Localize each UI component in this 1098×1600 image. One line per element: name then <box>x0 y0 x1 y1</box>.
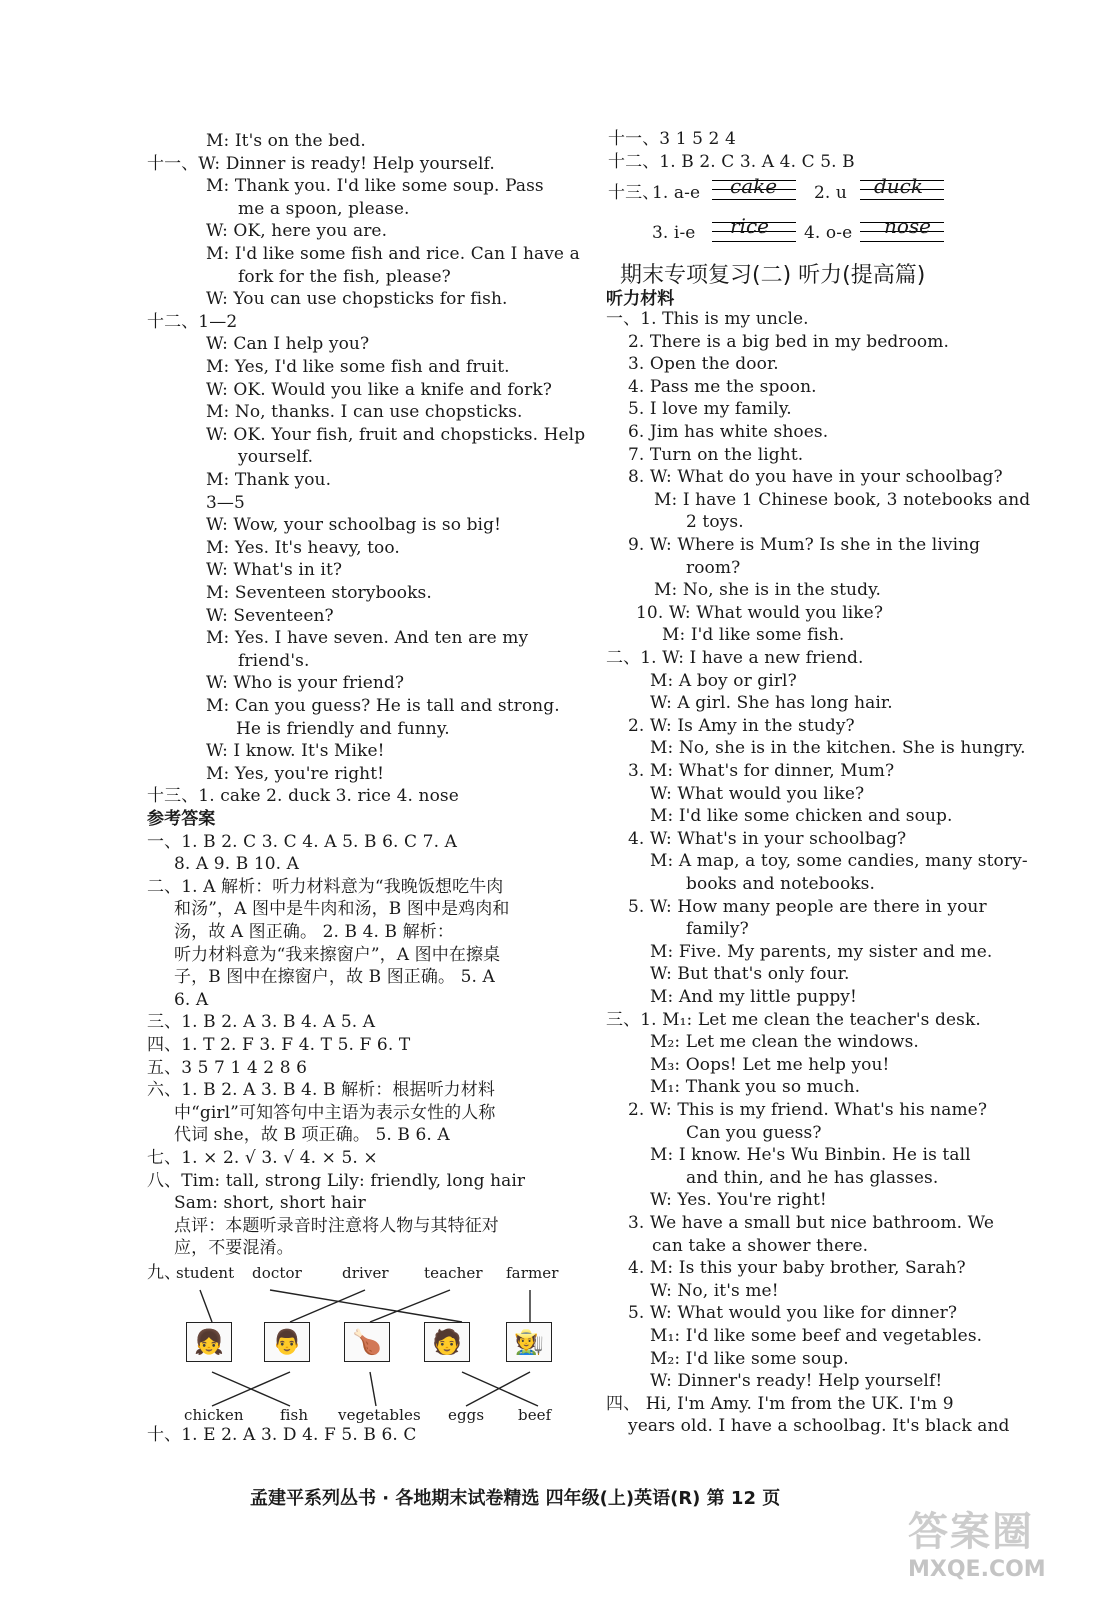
right-line: 4. W: What's in your schoolbag? <box>628 828 907 849</box>
left-line: W: Seventeen? <box>206 605 334 626</box>
right-line: M₂: Let me clean the windows. <box>650 1032 919 1053</box>
picture-farmer: 🧑‍🌾 <box>506 1322 552 1362</box>
right-line: W: No, it's me! <box>650 1280 779 1301</box>
left-line: M: Yes. I have seven. And ten are my <box>206 628 529 649</box>
left-line: 听力材料意为“我来擦窗户”，A 图中在擦桌 <box>174 944 501 965</box>
match-bottom-word: vegetables <box>338 1406 421 1424</box>
right-line: 二、1. W: I have a new friend. <box>606 648 864 668</box>
left-line: 一、1. B 2. C 3. C 4. A 5. B 6. C 7. A <box>147 831 457 852</box>
match-bottom-word: chicken <box>184 1406 244 1424</box>
left-line: yourself. <box>238 447 314 468</box>
left-line: 代词 she，故 B 项正确。 5. B 6. A <box>174 1125 450 1146</box>
left-line: W: OK, here you are. <box>206 221 388 242</box>
match-top-word: doctor <box>252 1264 302 1282</box>
left-line: me a spoon, please. <box>238 198 410 219</box>
left-line: M: Yes. It's heavy, too. <box>206 537 400 558</box>
left-line: friend's. <box>238 650 310 671</box>
left-line: 五、3 5 7 1 4 2 8 6 <box>147 1057 308 1078</box>
hw-label-1: 1. a-e <box>652 183 701 203</box>
left-line: W: OK. Would you like a knife and fork? <box>206 379 552 400</box>
hw-label-4: 4. o-e <box>804 223 853 243</box>
left-line: 四、1. T 2. F 3. F 4. T 5. F 6. T <box>147 1035 411 1055</box>
right-line: M: And my little puppy! <box>650 987 857 1007</box>
left-line: 二、1. A 解析：听力材料意为“我晚饭想吃牛肉 <box>147 876 504 897</box>
right-line: M: No, she is in the study. <box>654 580 882 601</box>
right-line: M: No, she is in the kitchen. She is hungry. <box>650 738 1026 759</box>
right-line: W: Dinner's ready! Help yourself! <box>650 1371 943 1392</box>
right-line: 9. W: Where is Mum? Is she in the living <box>628 535 981 555</box>
left-line: M: Thank you. I'd like some soup. Pass <box>206 176 544 197</box>
picture-student: 👧 <box>186 1322 232 1362</box>
hw-word-4: nose <box>884 214 932 238</box>
right-line: 三、1. M₁: Let me clean the teacher's desk. <box>606 1009 981 1030</box>
left-line: fork for the fish, please? <box>238 266 451 287</box>
material-label: 听力材料 <box>606 289 675 309</box>
right-line: M₂: I'd like some soup. <box>650 1348 849 1369</box>
left-line: M: Seventeen storybooks. <box>206 583 432 603</box>
left-line: W: What's in it? <box>206 560 343 581</box>
right-line: M: A map, a toy, some candies, many story- <box>650 851 1028 872</box>
right-line: 5. I love my family. <box>628 399 792 420</box>
right-line: M₁: I'd like some beef and vegetables. <box>650 1326 983 1346</box>
left-line: W: OK. Your fish, fruit and chopsticks. Help <box>206 424 586 445</box>
left-line: 七、1. × 2. √ 3. √ 4. × 5. × <box>147 1148 378 1168</box>
answer-eleven: 十一、3 1 5 2 4 <box>608 129 736 149</box>
right-line: W: Yes. You're right! <box>650 1190 827 1211</box>
right-line: M: Five. My parents, my sister and me. <box>650 941 993 962</box>
left-line: 十一、W: Dinner is ready! Help yourself. <box>147 153 495 174</box>
left-line: W: Can I help you? <box>206 334 370 355</box>
right-line: M₃: Oops! Let me help you! <box>650 1054 890 1075</box>
answer-ten: 十、1. E 2. A 3. D 4. F 5. B 6. C <box>147 1425 417 1445</box>
section-title: 期末专项复习(二) 听力(提高篇) <box>620 263 926 288</box>
left-line: 十三、1. cake 2. duck 3. rice 4. nose <box>147 786 459 807</box>
left-line: 点评：本题听录音时注意将人物与其特征对 <box>174 1215 499 1236</box>
right-line: and thin, and he has glasses. <box>686 1167 939 1188</box>
left-line: 八、Tim: tall, strong Lily: friendly, long hair <box>147 1170 526 1191</box>
right-line: 四、 Hi, I'm Amy. I'm from the UK. I'm 9 <box>606 1393 954 1414</box>
answer-twelve: 十二、1. B 2. C 3. A 4. C 5. B <box>608 152 855 172</box>
left-line: W: Who is your friend? <box>206 673 405 694</box>
left-line: 三、1. B 2. A 3. B 4. A 5. A <box>147 1012 376 1033</box>
right-line: W: A girl. She has long hair. <box>650 693 893 714</box>
nine-label: 九、 <box>147 1263 182 1283</box>
left-line: 十二、1—2 <box>147 311 238 332</box>
right-line: M: I have 1 Chinese book, 3 notebooks and <box>654 489 1031 510</box>
hw-word-3: rice <box>730 214 769 238</box>
hw-label-3: 3. i-e <box>652 223 696 243</box>
left-line: W: I know. It's Mike! <box>206 741 385 762</box>
picture-teacher: 🧑 <box>424 1322 470 1362</box>
right-line: can take a shower there. <box>652 1235 869 1256</box>
match-bottom-word: eggs <box>448 1406 485 1424</box>
picture-driver: 🍗 <box>344 1322 390 1362</box>
right-line: 8. W: What do you have in your schoolbag? <box>628 467 1003 488</box>
right-line: M₁: Thank you so much. <box>650 1077 861 1098</box>
left-line: 六、1. B 2. A 3. B 4. B 解析：根据听力材料 <box>147 1080 495 1101</box>
right-line: 5. W: What would you like for dinner? <box>628 1303 958 1324</box>
match-top-word: driver <box>342 1264 389 1282</box>
left-line: 参考答案 <box>147 809 216 829</box>
right-line: 3. M: What's for dinner, Mum? <box>628 761 895 781</box>
left-line: M: Can you guess? He is tall and strong. <box>206 696 560 716</box>
watermark-logo <box>908 1500 1078 1582</box>
left-line: 汤，故 A 图正确。 2. B 4. B 解析： <box>174 922 454 942</box>
left-line: M: No, thanks. I can use chopsticks. <box>206 402 523 423</box>
right-line: W: But that's only four. <box>650 964 850 985</box>
right-line: W: What would you like? <box>650 783 865 804</box>
right-line: 3. Open the door. <box>628 354 779 375</box>
right-line: 2. There is a big bed in my bedroom. <box>628 331 949 352</box>
watermark-bottom: MXQE.COM <box>908 1557 1046 1582</box>
left-line: M: It's on the bed. <box>206 131 366 151</box>
match-top-word: teacher <box>424 1264 483 1282</box>
left-line: M: Thank you. <box>206 470 332 490</box>
watermark-top: 答案圈 <box>908 1509 1034 1555</box>
left-line: 子，B 图中在擦窗户，故 B 图正确。 5. A <box>174 967 495 988</box>
right-line: room? <box>686 557 741 578</box>
match-bottom-word: beef <box>518 1406 552 1424</box>
left-line: 3—5 <box>206 492 245 513</box>
right-line: family? <box>686 919 749 940</box>
left-line: 6. A <box>174 989 209 1010</box>
hw-label-2: 2. u <box>814 183 847 203</box>
left-line: 中“girl”可知答句中主语为表示女性的人称 <box>174 1102 496 1123</box>
left-line: 应，不要混淆。 <box>174 1238 294 1259</box>
left-line: He is friendly and funny. <box>236 718 450 739</box>
right-line: M: A boy or girl? <box>650 670 797 691</box>
page-footer: 孟建平系列丛书 · 各地期末试卷精选 四年级(上)英语(R) 第 12 页 <box>250 1488 781 1509</box>
right-line: 10. W: What would you like? <box>636 602 884 623</box>
left-line: M: Yes, you're right! <box>206 763 385 784</box>
left-line: Sam: short, short hair <box>174 1193 366 1214</box>
right-line: Can you guess? <box>686 1122 822 1143</box>
right-line: 一、1. This is my uncle. <box>606 309 809 329</box>
left-line: M: I'd like some fish and rice. Can I have a <box>206 244 580 264</box>
right-line: 7. Turn on the light. <box>628 444 804 465</box>
right-line: 3. We have a small but nice bathroom. We <box>628 1213 995 1233</box>
right-line: 4. Pass me the spoon. <box>628 376 817 397</box>
answer-thirteen-prefix: 十三、 <box>608 183 660 203</box>
right-line: 5. W: How many people are there in your <box>628 896 987 917</box>
left-line: W: Wow, your schoolbag is so big! <box>206 515 502 536</box>
right-line: 2. W: Is Amy in the study? <box>628 715 855 736</box>
hw-word-1: cake <box>730 174 778 198</box>
hw-word-2: duck <box>874 174 924 198</box>
right-line: books and notebooks. <box>686 874 876 894</box>
left-line: M: Yes, I'd like some fish and fruit. <box>206 357 510 377</box>
left-line: 和汤”，A 图中是牛肉和汤，B 图中是鸡肉和 <box>174 899 510 920</box>
right-line: 2. W: This is my friend. What's his name? <box>628 1100 988 1120</box>
right-line: 4. M: Is this your baby brother, Sarah? <box>628 1258 966 1279</box>
right-line: M: I know. He's Wu Binbin. He is tall <box>650 1145 971 1166</box>
right-line: M: I'd like some fish. <box>662 625 845 646</box>
right-line: M: I'd like some chicken and soup. <box>650 806 953 827</box>
right-line: 6. Jim has white shoes. <box>628 422 829 442</box>
match-top-word: farmer <box>506 1264 559 1282</box>
right-line: 2 toys. <box>686 512 744 533</box>
left-line: 8. A 9. B 10. A <box>174 854 300 875</box>
left-line: W: You can use chopsticks for fish. <box>206 289 508 310</box>
right-line: years old. I have a schoolbag. It's black and <box>628 1416 1010 1437</box>
picture-doctor: 👨 <box>264 1322 310 1362</box>
match-bottom-word: fish <box>280 1406 309 1424</box>
match-top-word: student <box>176 1264 235 1282</box>
